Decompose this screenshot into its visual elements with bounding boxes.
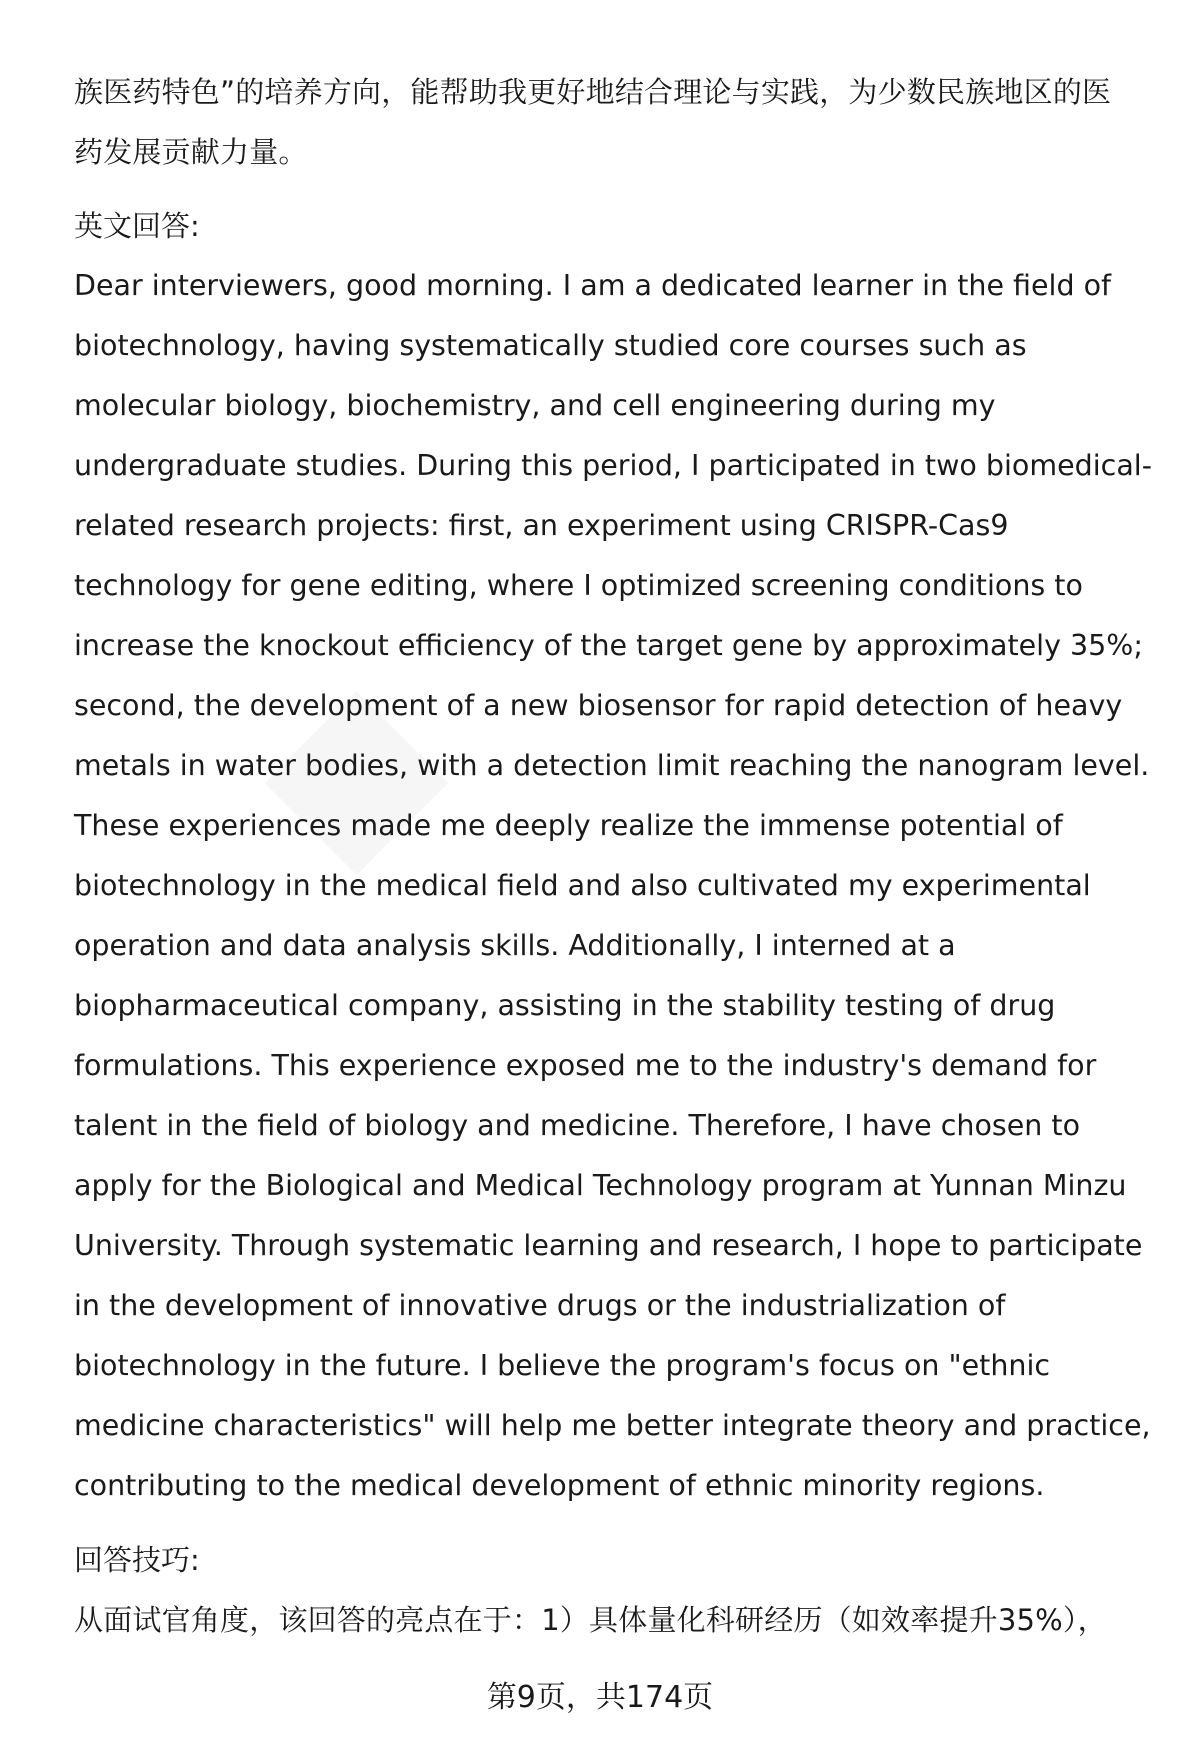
english-line: talent in the field of biology and medicine. Therefore, I have chosen to [74, 1109, 1081, 1142]
english-line: related research projects: first, an experiment using CRISPR-Cas9 [74, 509, 1009, 542]
english-line: medicine characteristics" will help me better integrate theory and practice, [74, 1409, 1151, 1442]
english-line: undergraduate studies. During this period, I participated in two biomedical- [74, 449, 1152, 482]
tips-paragraph [74, 1590, 1154, 1650]
english-line: University. Through systematic learning and research, I hope to participate [74, 1229, 1143, 1262]
english-line: formulations. This experience exposed me to the industry's demand for [74, 1049, 1097, 1082]
english-line: contributing to the medical development of ethnic minority regions. [74, 1469, 1045, 1502]
watermark: ■ [220, 646, 474, 901]
english-line: biotechnology in the medical field and also cultivated my experimental [74, 869, 1091, 902]
english-answer-paragraph [74, 256, 1154, 1516]
english-line: Dear interviewers, good morning. I am a dedicated learner in the field of [74, 269, 1112, 302]
english-line: biopharmaceutical company, assisting in the stability testing of drug [74, 989, 1056, 1022]
english-line: second, the development of a new biosensor for rapid detection of heavy [74, 689, 1123, 722]
english-line: biotechnology, having systematically studied core courses such as [74, 329, 1027, 362]
english-line: These experiences made me deeply realize the immense potential of [74, 809, 1063, 842]
intro-line: 族医药特色”的培养方向，能帮助我更好地结合理论与实践，为少数民族地区的医 [74, 75, 1112, 109]
english-line: molecular biology, biochemistry, and cell engineering during my [74, 389, 996, 422]
tips-line: 从面试官角度，该回答的亮点在于：1）具体量化科研经历（如效率提升35%）， [74, 1603, 1107, 1637]
english-line: in the development of innovative drugs or the industrialization of [74, 1289, 1006, 1322]
intro-paragraph [74, 62, 1154, 182]
english-answer-heading: 英文回答: [74, 209, 200, 243]
tips-heading: 回答技巧: [74, 1543, 200, 1577]
english-line: operation and data analysis skills. Additionally, I interned at a [74, 929, 956, 962]
english-line: biotechnology in the future. I believe the program's focus on "ethnic [74, 1349, 1051, 1382]
page-number-footer: 第9页，共174页 [486, 1680, 714, 1715]
intro-line: 药发展贡献力量。 [74, 135, 308, 169]
english-line: technology for gene editing, where I optimized screening conditions to [74, 569, 1083, 602]
english-line: increase the knockout efficiency of the target gene by approximately 35%; [74, 629, 1143, 662]
page-content [74, 62, 1154, 1650]
english-line: metals in water bodies, with a detection limit reaching the nanogram level. [74, 749, 1150, 782]
english-line: apply for the Biological and Medical Technology program at Yunnan Minzu [74, 1169, 1127, 1202]
